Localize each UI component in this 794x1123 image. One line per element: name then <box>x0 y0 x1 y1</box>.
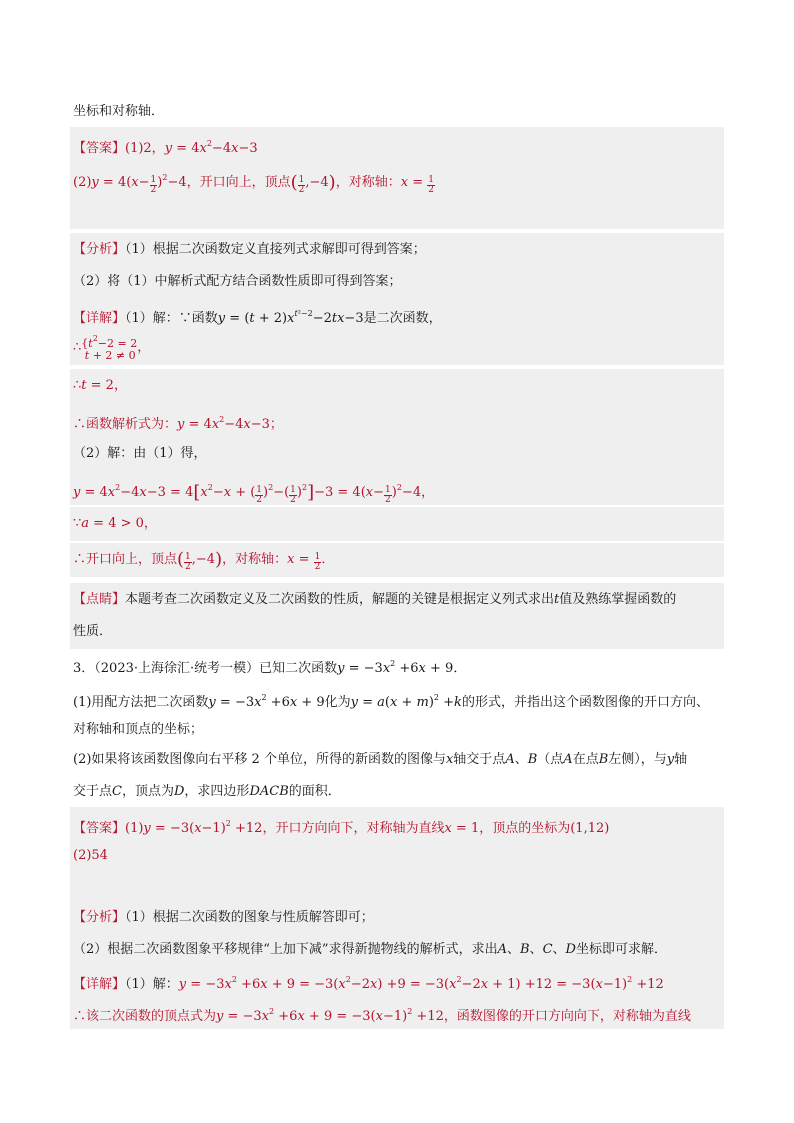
solution-line: 【详解】（1）解：∵函数$y = (t + 2)x^{t^2-2}-2tx-3$是二次函数， <box>70 297 724 331</box>
blank-line <box>70 195 724 229</box>
analysis-line: （2）将（1）中解析式配方结合函数性质即可得到答案； <box>70 265 724 299</box>
answer-line: 【答案】(1)2，$y = 4x^2-4x-3$ <box>70 127 724 161</box>
comment-line: 性质． <box>70 615 724 649</box>
solution-line: ∴t = 2， <box>70 369 724 403</box>
analysis-line: 【分析】（1）根据二次函数的图象与性质解答即可； <box>70 901 724 935</box>
analysis-line: （2）根据二次函数图象平移规律“上加下减”求得新抛物线的解析式，求出A、B、C、D坐标即可求解． <box>70 933 724 967</box>
problem-line: (1)用配方法把二次函数$y = -3x^2 +6x + 9$化为$y = a(x + m)^2 +k$的形式，并指出这个函数图像的开口方向、 <box>73 693 709 710</box>
problem-line: 对称轴和顶点的坐标； <box>73 722 204 737</box>
solution-line: ∵a = 4 > 0， <box>70 507 724 541</box>
solution-line: 【详解】（1）解：$y = -3x^2 +6x + 9 = -3(x^2-2x) +9 = -3(x^2-2x + 1) +12 = -3(x-1)^2 +12$ <box>70 963 724 997</box>
analysis-line: 【分析】（1）根据二次函数定义直接列式求解即可得到答案； <box>70 233 724 267</box>
solution-line: （2）解：由（1）得， <box>70 437 724 471</box>
problem-line: 交于点C，顶点为D，求四边形DACB的面积． <box>73 784 341 799</box>
problem-line: (2)如果将该函数图像向右平移 2 个单位，所得的新函数的图像与x轴交于点A、B（点A在点B左侧），与y轴 <box>73 752 688 767</box>
answer-line: (2)y = 4(x− $\frac{1}{2}$ )$^2$−4，开口向上，顶点( $\frac{1}{2}$ ,−4)，对称轴：x = $\frac{1}{2}$ <box>70 161 724 195</box>
text-line: 坐标和对称轴． <box>73 104 165 119</box>
solution-line: $\therefore\{t^2-2 = 2$ t + 2 ≠ 0， <box>70 331 724 365</box>
solution-line: ∴开口向上，顶点( $\frac{1}{2}$ ,−4)，对称轴：x = $\frac{1}{2}$ ． <box>70 543 724 577</box>
problem-title: 3．（2023·上海徐汇·统考一模）已知二次函数$y = -3x^2 +6x + 9$． <box>73 659 467 676</box>
solution-line: $y = 4x^2-4x-3 = 4[x^2-x$ + ( $\frac{1}{2}$ )$^2$−( $\frac{1}{2}$ )$^2$]−3 = 4(x− $\frac{1}{2}$ )$^2$−4， <box>70 471 724 505</box>
comment-line: 【点睛】本题考查二次函数定义及二次函数的性质，解题的关键是根据定义列式求出t值及熟练掌握函数的 <box>70 583 724 617</box>
answer-line: 【答案】$(1)y = -3(x-1)^2 +12$，开口方向向下，对称轴为直线x = 1，顶点的坐标为(1,12) <box>70 807 724 841</box>
solution-line: ∴函数解析式为：$y = 4x^2-4x-3$； <box>70 403 724 437</box>
answer-line: (2)54 <box>70 839 724 873</box>
solution-line: ∴该二次函数的顶点式为$y = -3x^2 +6x + 9 = -3(x-1)^2 +12$，函数图像的开口方向向下，对称轴为直线 <box>70 995 724 1029</box>
